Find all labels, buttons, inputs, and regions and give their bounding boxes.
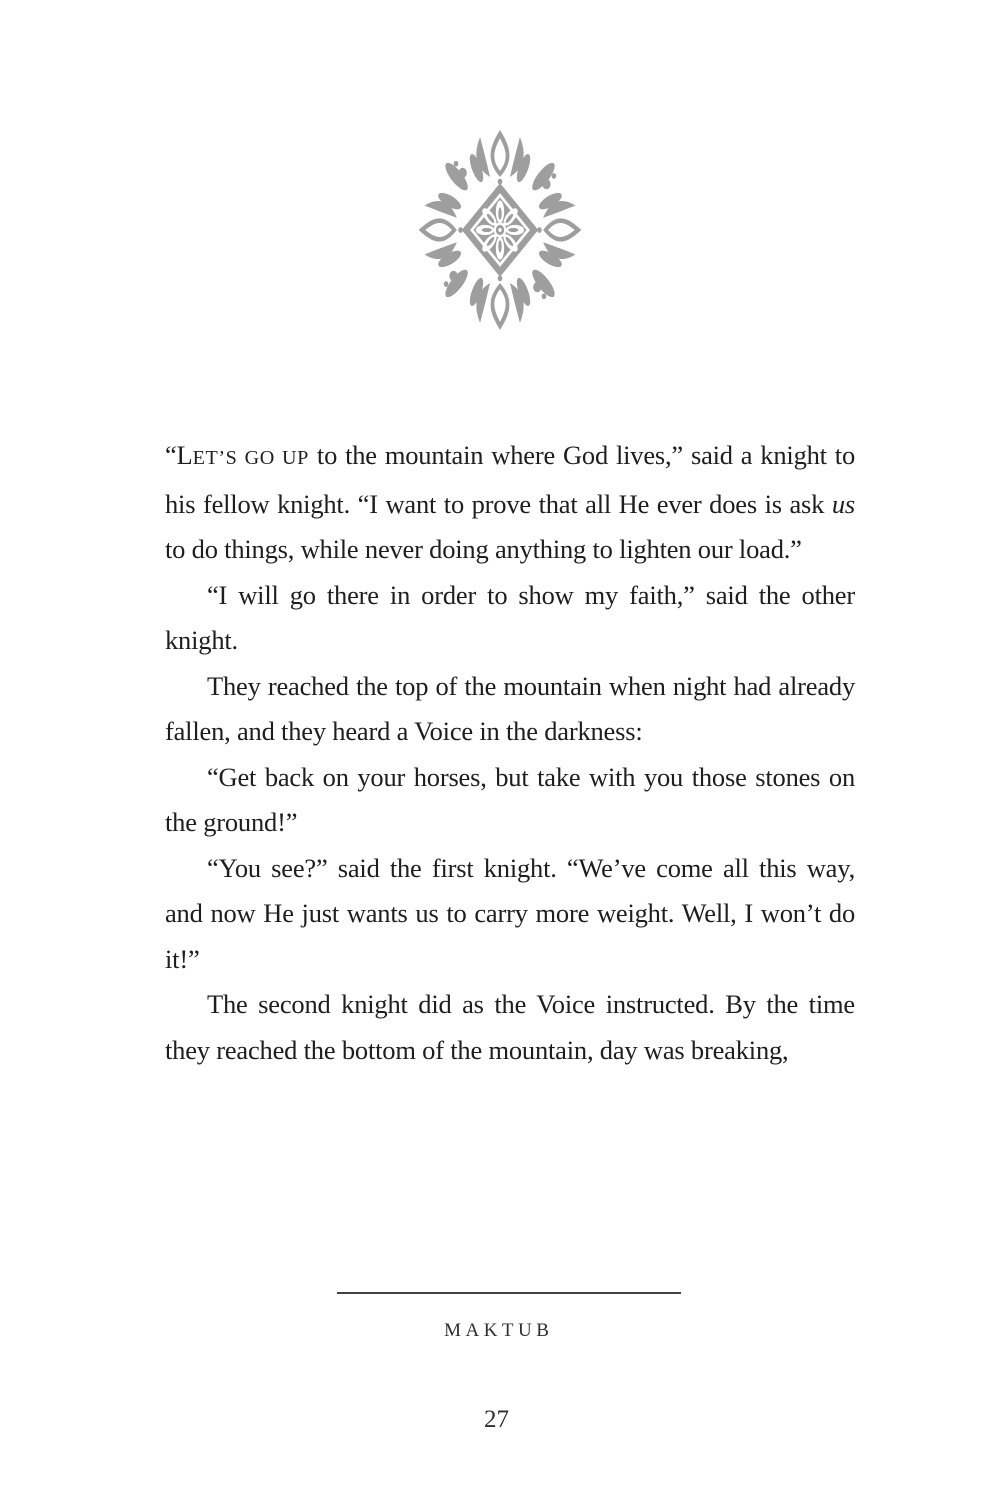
floral-ornament-icon <box>417 128 583 332</box>
paragraph-1-smallcaps-lead: ET’S GO UP <box>192 447 309 469</box>
paragraph-6: The second knight did as the Voice instructed. By the time they reached the bottom of the mountain, day was breaking, <box>165 989 855 1065</box>
running-footer-book-title: MAKTUB <box>444 1320 554 1341</box>
paragraph-4: “Get back on your horses, but take with you those stones on the ground!” <box>165 761 855 837</box>
body-text <box>165 433 855 1073</box>
paragraph-1-text: to the mountain where God lives,” said a knight to his fellow knight. “I want to prove that all He ever does is ask <box>165 440 856 519</box>
paragraph-1-end: to do things, while never doing anything to lighten our load.” <box>165 534 802 564</box>
paragraph-2: “I will go there in order to show my faith,” said the other knight. <box>165 579 855 655</box>
footer-divider <box>337 1292 681 1294</box>
paragraph-1-italic-word: us <box>831 488 855 519</box>
paragraph-1 <box>165 433 855 573</box>
paragraph-5: “You see?” said the first knight. “We’ve come all this way, and now He just wants us to carry more weight. Well, I won’t do it!” <box>165 852 855 974</box>
paragraph-3: They reached the top of the mountain when night had already fallen, and they heard a Voice in the darkness: <box>165 670 855 746</box>
paragraph-1-open-quote: “L <box>165 440 193 470</box>
page-number: 27 <box>484 1406 509 1433</box>
